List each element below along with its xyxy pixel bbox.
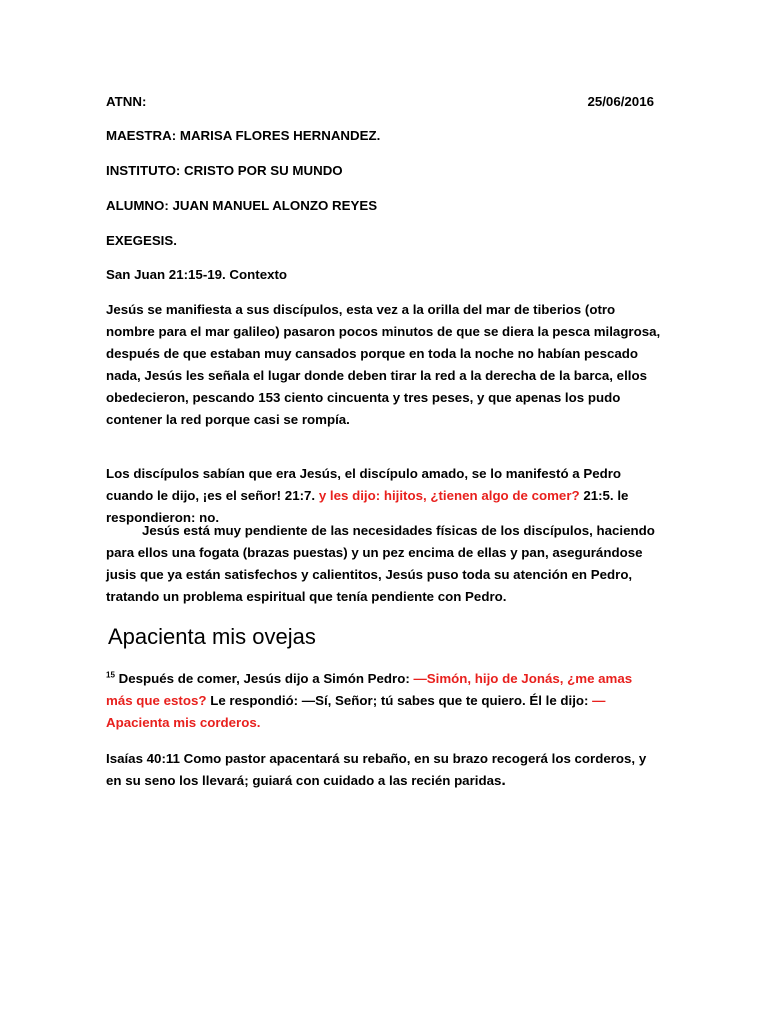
verse-text-b: Le respondió: —Sí, Señor; tú sabes que te quiero. Él le dijo:	[206, 693, 593, 708]
isaias-paragraph	[106, 748, 662, 792]
isaias-period: .	[501, 772, 506, 789]
section-heading: Apacienta mis ovejas	[108, 624, 316, 649]
verse-paragraph	[106, 668, 662, 734]
paragraph-3-text: Jesús está muy pendiente de las necesidades físicas de los discípulos, haciendo para ellos una fogata (brazas puestas) y un pez encima de ellas y pan, asegurándose jusis que ya están satisfechos y calientitos, Jesús puso toda su atención en Pedro, tratando un problema espiritual que tenía pendiente con Pedro.	[106, 523, 655, 604]
paragraph-2-text-a: Los discípulos sabían que era Jesús, el discípulo amado, se lo manifestó a Pedro cuando le dijo, ¡es el señor! 21:7.	[106, 466, 622, 503]
document-date: 25/06/2016	[587, 94, 654, 109]
exegesis-title: EXEGESIS.	[106, 233, 177, 248]
verse-text-a: Después de comer, Jesús dijo a Simón Pedro:	[114, 671, 414, 686]
paragraph-1: Jesús se manifiesta a sus discípulos, esta vez a la orilla del mar de tiberios (otro nombre para el mar galileo) pasaron pocos minutos de que se diera la pesca milagrosa, después de que estaban muy cansados porque en toda la noche no habían pescado nada, Jesús les señala el lugar donde deben tirar la red a la derecha de la barca, ellos obedecieron, pescando 153 ciento cincuenta y tres peses, y que apenas los pudo contener la red porque casi se rompía.	[106, 302, 661, 427]
isaias-text: Isaías 40:11 Como pastor apacentará su rebaño, en su brazo recogerá los corderos, y en su seno los llevará; guiará con cuidado a las recién paridas	[106, 751, 647, 788]
student-line: ALUMNO: JUAN MANUEL ALONZO REYES	[106, 198, 378, 213]
verse-red-command: —Apacienta mis corderos.	[106, 693, 606, 730]
verse-red-question: —Simón, hijo de Jonás, ¿me amas más que estos?	[106, 671, 633, 708]
paragraph-3	[106, 520, 662, 608]
verse-number: 15	[106, 670, 115, 680]
atnn-label: ATNN:	[106, 94, 147, 109]
teacher-line: MAESTRA: MARISA FLORES HERNANDEZ.	[106, 128, 381, 143]
paragraph-2-red-quote: y les dijo: hijitos, ¿tienen algo de comer?	[318, 488, 580, 503]
paragraph-2-text-b: 21:5. le respondieron: no.	[106, 488, 629, 525]
institute-line: INSTITUTO: CRISTO POR SU MUNDO	[106, 163, 343, 178]
context-line: San Juan 21:15-19. Contexto	[106, 267, 288, 282]
